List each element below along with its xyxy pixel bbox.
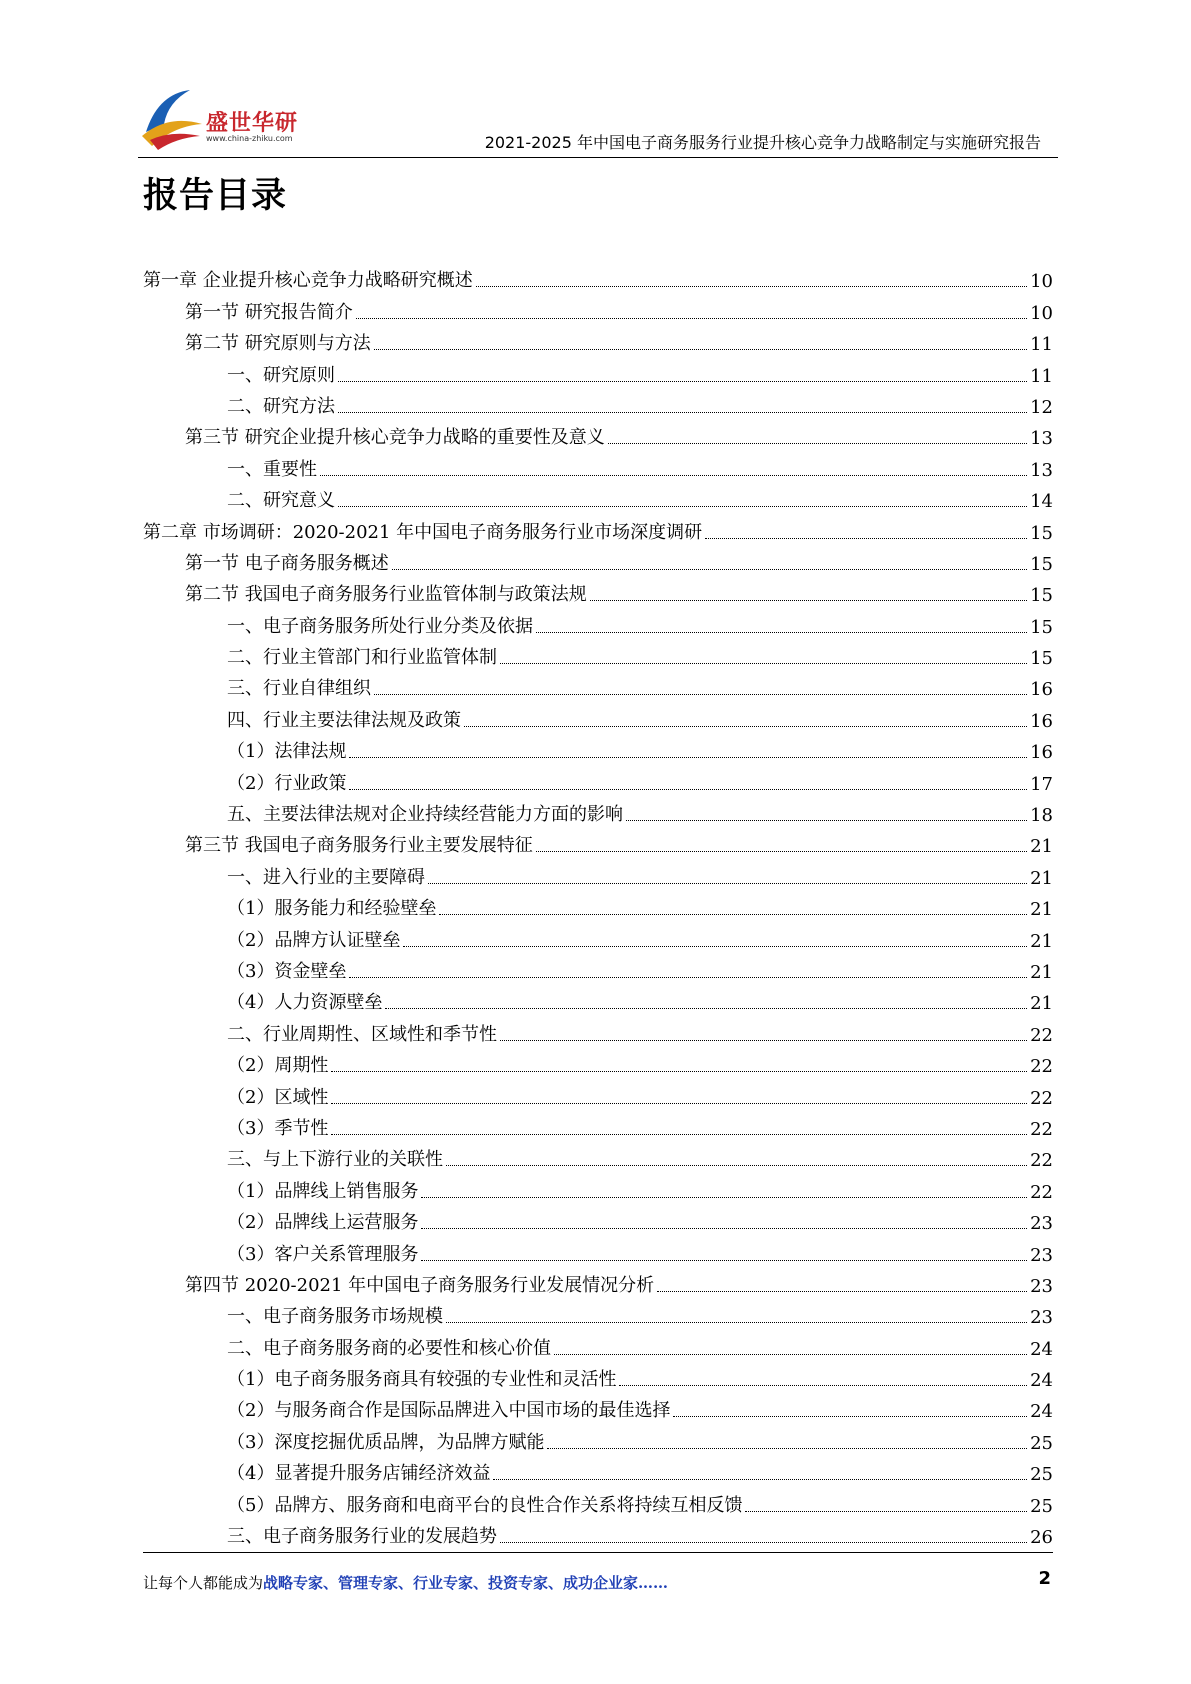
toc-dot-leader bbox=[349, 789, 1027, 790]
toc-entry-page: 15 bbox=[1030, 648, 1053, 670]
toc-dot-leader bbox=[590, 600, 1027, 601]
toc-entry-title: 一、进入行业的主要障碍 bbox=[227, 866, 425, 888]
toc-entry-title: 二、电子商务服务商的必要性和核心价值 bbox=[227, 1337, 551, 1359]
toc-entry-page: 23 bbox=[1030, 1307, 1053, 1329]
report-header-title: 2021-2025 年中国电子商务服务行业提升核心竞争力战略制定与实施研究报告 bbox=[484, 133, 1041, 152]
toc-entry-title: （3）客户关系管理服务 bbox=[227, 1243, 419, 1265]
toc-entry-title: 三、电子商务服务行业的发展趋势 bbox=[227, 1526, 497, 1548]
toc-entry-title: （2）与服务商合作是国际品牌进入中国市场的最佳选择 bbox=[227, 1400, 671, 1422]
toc-dot-leader bbox=[374, 349, 1027, 350]
toc-entry-page: 23 bbox=[1030, 1275, 1053, 1297]
toc-entry-page: 16 bbox=[1030, 679, 1053, 701]
toc-entry-page: 16 bbox=[1030, 710, 1053, 732]
toc-entry[interactable] bbox=[143, 1203, 1053, 1234]
toc-entry[interactable] bbox=[143, 449, 1053, 480]
toc-entry-page: 22 bbox=[1030, 1118, 1053, 1140]
toc-entry-title: 四、行业主要法律法规及政策 bbox=[227, 709, 461, 731]
toc-entry-title: 一、重要性 bbox=[227, 458, 317, 480]
toc-entry-title: 第一章 企业提升核心竞争力战略研究概述 bbox=[143, 270, 473, 292]
toc-dot-leader bbox=[338, 506, 1027, 507]
toc-entry-page: 21 bbox=[1030, 961, 1053, 983]
toc-entry-title: （2）行业政策 bbox=[227, 772, 347, 794]
toc-dot-leader bbox=[464, 726, 1027, 727]
toc-dot-leader bbox=[320, 475, 1027, 476]
toc-dot-leader bbox=[500, 1542, 1027, 1543]
toc-entry[interactable] bbox=[143, 732, 1053, 763]
toc-dot-leader bbox=[385, 1008, 1027, 1009]
toc-dot-leader bbox=[476, 286, 1027, 287]
toc-entry-title: 第四节 2020-2021 年中国电子商务服务行业发展情况分析 bbox=[185, 1274, 655, 1296]
toc-entry[interactable] bbox=[143, 669, 1053, 700]
toc-entry-title: 第一节 电子商务服务概述 bbox=[185, 552, 389, 574]
toc-entry[interactable] bbox=[143, 1454, 1053, 1485]
toc-entry[interactable] bbox=[143, 292, 1053, 323]
toc-entry-page: 15 bbox=[1030, 553, 1053, 575]
toc-entry-title: 二、研究方法 bbox=[227, 395, 335, 417]
toc-dot-leader bbox=[626, 820, 1027, 821]
toc-entry-page: 18 bbox=[1030, 805, 1053, 827]
toc-entry[interactable] bbox=[143, 1297, 1053, 1328]
toc-dot-leader bbox=[493, 1479, 1027, 1480]
toc-entry-title: （1）服务能力和经验壁垒 bbox=[227, 898, 437, 920]
toc-entry[interactable] bbox=[143, 1485, 1053, 1516]
toc-entry-title: （5）品牌方、服务商和电商平台的良性合作关系将持续互相反馈 bbox=[227, 1494, 743, 1516]
toc-entry-page: 25 bbox=[1030, 1464, 1053, 1486]
toc-dot-leader bbox=[446, 1165, 1027, 1166]
toc-entry[interactable] bbox=[143, 355, 1053, 386]
toc-entry-page: 15 bbox=[1030, 585, 1053, 607]
toc-entry[interactable] bbox=[143, 1140, 1053, 1171]
toc-dot-leader bbox=[421, 1197, 1027, 1198]
toc-entry[interactable] bbox=[143, 920, 1053, 951]
toc-dot-leader bbox=[536, 851, 1027, 852]
page-number: 2 bbox=[1038, 1568, 1051, 1589]
toc-dot-leader bbox=[428, 883, 1027, 884]
toc-dot-leader bbox=[705, 538, 1027, 539]
footer-slogan-highlight: 战略专家、管理专家、行业专家、投资专家、成功企业家…… bbox=[263, 1574, 669, 1592]
toc-entry-page: 15 bbox=[1030, 522, 1053, 544]
toc-entry-title: 三、行业自律组织 bbox=[227, 678, 371, 700]
toc-entry[interactable] bbox=[143, 575, 1053, 606]
toc-entry[interactable] bbox=[143, 387, 1053, 418]
toc-dot-leader bbox=[619, 1385, 1027, 1386]
toc-entry[interactable] bbox=[143, 1109, 1053, 1140]
toc-entry[interactable] bbox=[143, 638, 1053, 669]
toc-entry[interactable] bbox=[143, 418, 1053, 449]
toc-dot-leader bbox=[349, 977, 1027, 978]
toc-entry-title: （1）品牌线上销售服务 bbox=[227, 1180, 419, 1202]
toc-entry[interactable] bbox=[143, 1077, 1053, 1108]
toc-entry-title: （4）显著提升服务店铺经济效益 bbox=[227, 1463, 491, 1485]
toc-entry-title: （2）品牌线上运营服务 bbox=[227, 1212, 419, 1234]
toc-dot-leader bbox=[331, 1134, 1027, 1135]
toc-entry-page: 17 bbox=[1030, 773, 1053, 795]
toc-entry-page: 23 bbox=[1030, 1244, 1053, 1266]
toc-entry[interactable] bbox=[143, 1328, 1053, 1359]
toc-dot-leader bbox=[421, 1260, 1027, 1261]
toc-entry-page: 12 bbox=[1030, 396, 1053, 418]
toc-entry[interactable] bbox=[143, 1360, 1053, 1391]
toc-entry-page: 16 bbox=[1030, 742, 1053, 764]
toc-entry-title: 五、主要法律法规对企业持续经营能力方面的影响 bbox=[227, 804, 623, 826]
toc-entry-page: 25 bbox=[1030, 1432, 1053, 1454]
page-title: 报告目录 bbox=[143, 176, 288, 216]
toc-entry[interactable] bbox=[143, 1517, 1053, 1548]
toc-entry[interactable] bbox=[143, 983, 1053, 1014]
toc-entry-page: 25 bbox=[1030, 1495, 1053, 1517]
toc-entry-title: 第三节 研究企业提升核心竞争力战略的重要性及意义 bbox=[185, 427, 605, 449]
toc-entry-title: 第三节 我国电子商务服务行业主要发展特征 bbox=[185, 835, 533, 857]
footer-slogan-prefix: 让每个人都能成为 bbox=[143, 1574, 264, 1592]
toc-dot-leader bbox=[439, 914, 1027, 915]
toc-entry-page: 22 bbox=[1030, 1150, 1053, 1172]
toc-entry-title: 三、与上下游行业的关联性 bbox=[227, 1149, 443, 1171]
toc-entry[interactable] bbox=[143, 889, 1053, 920]
toc-entry-title: （1）法律法规 bbox=[227, 741, 347, 763]
toc-dot-leader bbox=[331, 1103, 1027, 1104]
toc-entry-title: （3）深度挖掘优质品牌，为品牌方赋能 bbox=[227, 1431, 545, 1453]
toc-entry[interactable] bbox=[143, 700, 1053, 731]
toc-entry-title: 一、电子商务服务所处行业分类及依据 bbox=[227, 615, 533, 637]
logo-text: 盛世华研 bbox=[206, 111, 299, 136]
toc-dot-leader bbox=[745, 1511, 1027, 1512]
toc-entry-page: 24 bbox=[1030, 1370, 1053, 1392]
header-divider bbox=[138, 157, 1058, 158]
toc-entry[interactable] bbox=[143, 1046, 1053, 1077]
toc-entry[interactable] bbox=[143, 544, 1053, 575]
toc-dot-leader bbox=[349, 757, 1027, 758]
toc-entry-page: 21 bbox=[1030, 836, 1053, 858]
toc-entry[interactable] bbox=[143, 795, 1053, 826]
toc-dot-leader bbox=[657, 1291, 1027, 1292]
toc-entry-page: 21 bbox=[1030, 899, 1053, 921]
toc-entry-title: 二、研究意义 bbox=[227, 490, 335, 512]
toc-entry[interactable] bbox=[143, 952, 1053, 983]
toc-entry-title: （2）区域性 bbox=[227, 1086, 329, 1108]
toc-entry-page: 11 bbox=[1030, 365, 1053, 387]
toc-dot-leader bbox=[500, 1040, 1027, 1041]
toc-entry-page: 22 bbox=[1030, 1087, 1053, 1109]
toc-dot-leader bbox=[338, 381, 1027, 382]
toc-entry-title: 第二节 研究原则与方法 bbox=[185, 333, 371, 355]
toc-entry[interactable] bbox=[143, 512, 1053, 543]
toc-entry-page: 15 bbox=[1030, 616, 1053, 638]
toc-dot-leader bbox=[356, 318, 1027, 319]
toc-dot-leader bbox=[338, 412, 1027, 413]
toc-entry-page: 26 bbox=[1030, 1527, 1053, 1549]
toc-entry-title: 一、电子商务服务市场规模 bbox=[227, 1306, 443, 1328]
toc-entry[interactable] bbox=[143, 857, 1053, 888]
toc-entry[interactable] bbox=[143, 763, 1053, 794]
toc-entry-page: 21 bbox=[1030, 930, 1053, 952]
logo-url: www.china-zhiku.com bbox=[206, 134, 293, 143]
toc-dot-leader bbox=[500, 663, 1027, 664]
footer-slogan bbox=[143, 1572, 668, 1593]
toc-entry-title: 一、研究原则 bbox=[227, 364, 335, 386]
toc-entry-page: 10 bbox=[1030, 302, 1053, 324]
toc-entry[interactable] bbox=[143, 324, 1053, 355]
toc-dot-leader bbox=[673, 1416, 1027, 1417]
toc-entry-page: 10 bbox=[1030, 271, 1053, 293]
toc-dot-leader bbox=[403, 946, 1027, 947]
toc-entry-title: （2）周期性 bbox=[227, 1055, 329, 1077]
toc-entry-page: 21 bbox=[1030, 867, 1053, 889]
toc-dot-leader bbox=[536, 632, 1027, 633]
toc-entry-title: （2）品牌方认证壁垒 bbox=[227, 929, 401, 951]
toc-dot-leader bbox=[608, 443, 1027, 444]
toc-entry-page: 22 bbox=[1030, 1024, 1053, 1046]
toc-entry-title: （3）季节性 bbox=[227, 1117, 329, 1139]
toc-entry-page: 21 bbox=[1030, 993, 1053, 1015]
toc-entry-page: 11 bbox=[1030, 334, 1053, 356]
toc-entry[interactable] bbox=[143, 1014, 1053, 1045]
toc-dot-leader bbox=[374, 694, 1027, 695]
toc-entry[interactable] bbox=[143, 606, 1053, 637]
toc-entry-page: 14 bbox=[1030, 491, 1053, 513]
toc-dot-leader bbox=[331, 1071, 1027, 1072]
toc-dot-leader bbox=[421, 1228, 1027, 1229]
logo-emblem-icon bbox=[138, 84, 208, 154]
company-logo bbox=[138, 84, 308, 154]
toc-entry[interactable] bbox=[143, 1266, 1053, 1297]
toc-entry[interactable] bbox=[143, 261, 1053, 292]
toc-entry[interactable] bbox=[143, 481, 1053, 512]
toc-entry-title: （4）人力资源壁垒 bbox=[227, 992, 383, 1014]
footer-divider bbox=[143, 1552, 1053, 1553]
toc-entry-page: 24 bbox=[1030, 1338, 1053, 1360]
toc-entry-title: （1）电子商务服务商具有较强的专业性和灵活性 bbox=[227, 1369, 617, 1391]
toc-dot-leader bbox=[554, 1354, 1027, 1355]
toc-entry-page: 22 bbox=[1030, 1181, 1053, 1203]
toc-entry-title: 第二节 我国电子商务服务行业监管体制与政策法规 bbox=[185, 584, 587, 606]
toc-entry-page: 13 bbox=[1030, 459, 1053, 481]
toc-entry[interactable] bbox=[143, 1171, 1053, 1202]
toc-entry-page: 23 bbox=[1030, 1213, 1053, 1235]
toc-entry-title: （3）资金壁垒 bbox=[227, 960, 347, 982]
toc-entry[interactable] bbox=[143, 1391, 1053, 1422]
toc-entry-title: 二、行业主管部门和行业监管体制 bbox=[227, 647, 497, 669]
toc-entry[interactable] bbox=[143, 826, 1053, 857]
toc-dot-leader bbox=[547, 1448, 1027, 1449]
toc-dot-leader bbox=[392, 569, 1027, 570]
toc-entry-title: 二、行业周期性、区域性和季节性 bbox=[227, 1023, 497, 1045]
toc-dot-leader bbox=[446, 1322, 1027, 1323]
toc-entry-page: 22 bbox=[1030, 1056, 1053, 1078]
toc-entry[interactable] bbox=[143, 1422, 1053, 1453]
toc-entry-title: 第一节 研究报告简介 bbox=[185, 301, 353, 323]
toc-entry-title: 第二章 市场调研：2020-2021 年中国电子商务服务行业市场深度调研 bbox=[143, 521, 703, 543]
toc-entry[interactable] bbox=[143, 1234, 1053, 1265]
toc-entry-page: 13 bbox=[1030, 428, 1053, 450]
table-of-contents bbox=[143, 261, 1053, 1548]
toc-entry-page: 24 bbox=[1030, 1401, 1053, 1423]
